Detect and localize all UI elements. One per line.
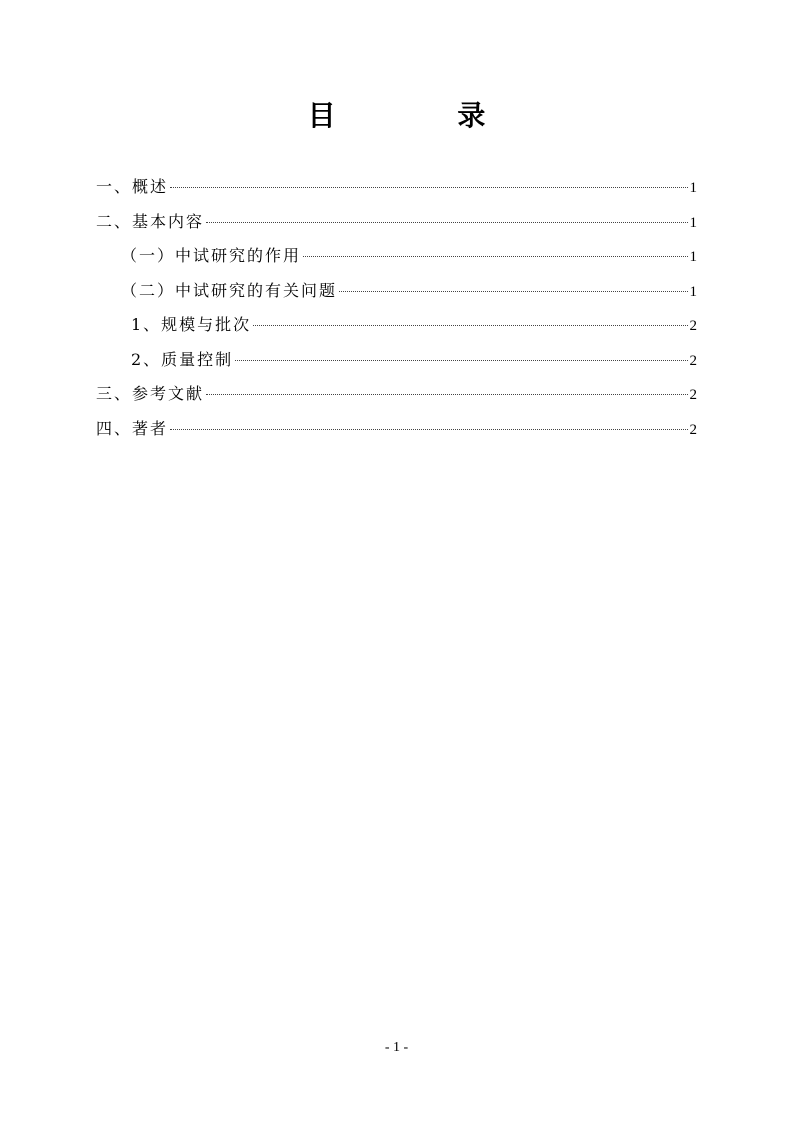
toc-page-number: 1 xyxy=(689,180,697,196)
footer-page-number: - 1 - xyxy=(384,1040,409,1055)
dot-leader xyxy=(303,256,687,257)
toc-page-number: 1 xyxy=(689,283,697,300)
dot-leader xyxy=(339,291,687,292)
toc-entry-references[interactable] xyxy=(96,381,697,416)
toc-page-number: 1 xyxy=(689,214,697,231)
dot-leader xyxy=(170,187,687,188)
toc-entry-label: （二）中试研究的有关问题 xyxy=(121,280,338,300)
toc-entry-quality-control[interactable] xyxy=(96,347,697,382)
toc-page-number: 1 xyxy=(689,249,697,265)
toc-entry-label: 二、基本内容 xyxy=(96,211,205,231)
toc-entry-authors[interactable] xyxy=(96,416,697,451)
toc-page-number: 2 xyxy=(689,318,697,334)
table-of-contents xyxy=(96,174,697,450)
toc-entry-label: 四、著者 xyxy=(96,418,169,438)
toc-entry-label: 1、规模与批次 xyxy=(131,315,252,334)
toc-page-number: 2 xyxy=(689,387,697,403)
dot-leader xyxy=(206,394,687,395)
toc-page-number: 2 xyxy=(689,421,697,438)
toc-entry-overview[interactable] xyxy=(96,174,697,209)
toc-title: 目 录 xyxy=(307,99,542,132)
toc-page-number: 2 xyxy=(689,352,697,369)
dot-leader xyxy=(206,222,687,223)
toc-entry-label: 一、概述 xyxy=(96,177,169,196)
dot-leader xyxy=(170,429,687,430)
toc-entry-pilot-issues[interactable] xyxy=(96,278,697,313)
toc-entry-basic-content[interactable] xyxy=(96,209,697,244)
dot-leader xyxy=(235,360,687,361)
toc-entry-label: 2、质量控制 xyxy=(131,349,234,369)
toc-entry-scale-batches[interactable] xyxy=(96,312,697,347)
toc-entry-label: （一）中试研究的作用 xyxy=(121,246,302,265)
dot-leader xyxy=(253,325,687,326)
toc-entry-pilot-role[interactable] xyxy=(96,243,697,278)
toc-entry-label: 三、参考文献 xyxy=(96,384,205,403)
